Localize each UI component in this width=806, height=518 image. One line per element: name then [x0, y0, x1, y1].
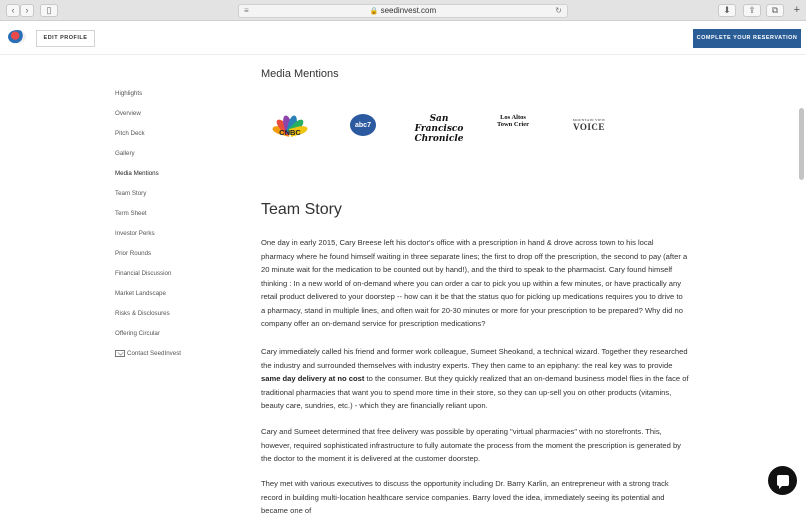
complete-reservation-button[interactable]: COMPLETE YOUR RESERVATION — [693, 29, 801, 48]
sidebar-icon[interactable]: ▯ — [40, 4, 58, 17]
media-logos — [268, 108, 608, 144]
story-paragraph-3: Cary and Sumeet determined that free delivery was possible by operating "virtual pharmacies" with no storefronts. This, however, required sophisticated infrastructure to fully automate the process from the moment the prescription is generated by the doctor to the moment it is delivered at the customer doorstep. — [261, 427, 681, 463]
media-mentions-title: Media Mentions — [261, 68, 339, 80]
sidebar-item-term-sheet[interactable]: Term Sheet — [115, 210, 147, 217]
address-bar[interactable] — [238, 4, 568, 18]
sidebar-item-pitch-deck[interactable]: Pitch Deck — [115, 130, 145, 137]
chevron-left-icon[interactable]: ‹ — [6, 4, 20, 17]
sidebar-item-financial-discussion[interactable]: Financial Discussion — [115, 270, 172, 277]
company-logo[interactable] — [8, 30, 26, 44]
mail-icon — [115, 350, 125, 357]
contact-seedinvest-link[interactable] — [115, 350, 181, 357]
same-day-delivery-emphasis: same day delivery at no cost — [261, 374, 365, 383]
sidebar-item-overview[interactable]: Overview — [115, 110, 141, 117]
cnbc-logo — [270, 108, 310, 140]
sidebar-item-market-landscape[interactable]: Market Landscape — [115, 290, 166, 297]
site-header — [0, 21, 806, 55]
share-icon[interactable]: ⇪ — [743, 4, 761, 17]
tabs-icon[interactable]: ⧉ — [766, 4, 784, 17]
story-paragraph-2: Cary immediately called his friend and former work colleague, Sumeet Sheokand, a technical wizard. Together they researched the industry and surrounded themselves with industry experts. They then came to an epiphany: the real key was to provide same day delivery at no cost to the consumer. But they quickly realized that an on-demand business model flies in the face of traditional pharmacies that want you to spend more time in their store, so they can up-sell you on other products (vitamins, beauty care, sundries, etc.) - which they are financially reliant upon. — [261, 347, 689, 410]
cnbc-logo-text: CNBC — [279, 128, 301, 137]
story-paragraph-1: One day in early 2015, Cary Breese left his doctor's office with a prescription in hand & drove across town to his local pharmacy where he found himself waiting in three separate lines; the first to drop off the prescription, the second to pay (after a 20 minute wait for the medication to be counted out by hand!), and the third to speak to the pharmacist. Cary found himself thinking : In a new world of on-demand where you can order a car to pick you up within a few minutes, or have practically any retail product delivered to your doorstep -- how can it be that the status quo for picking up medications requires you to drive to a pharmacy, stand in multiple lines, and often wait for 20-30 minutes or more for your prescription to be prepared? Why did no company offer an on-demand service for prescription medications? — [261, 238, 688, 328]
sidebar-item-media-mentions[interactable]: Media Mentions — [115, 170, 159, 177]
sidebar-item-highlights[interactable]: Highlights — [115, 90, 143, 97]
contact-label: Contact SeedInvest — [127, 350, 182, 357]
story-paragraph-4: They met with various executives to discuss the opportunity including Dr. Barry Karlin, an entrepreneur with a strong track record in building multi-location healthcare service companies. Barry loved the idea, immediately seeing its potential and became one of — [261, 479, 669, 515]
reader-menu-icon[interactable]: ≡ — [244, 6, 249, 15]
plus-icon[interactable]: + — [793, 4, 800, 16]
sidebar-item-investor-perks[interactable]: Investor Perks — [115, 230, 155, 237]
chat-icon — [777, 475, 789, 486]
mountain-view-voice-logo: MOUNTAIN VIEW VOICE — [572, 118, 606, 132]
sidebar-item-prior-rounds[interactable]: Prior Rounds — [115, 250, 152, 257]
sidebar-item-gallery[interactable]: Gallery — [115, 150, 135, 157]
sidebar-item-team-story[interactable]: Team Story — [115, 190, 147, 197]
url-text: seedinvest.com — [380, 6, 437, 15]
chat-button[interactable] — [768, 466, 797, 495]
los-altos-town-crier-logo: Los Altos Town Crier — [496, 114, 530, 128]
sf-chronicle-logo: San Francisco Chronicle — [414, 114, 464, 144]
scrollbar-thumb[interactable] — [799, 108, 804, 180]
download-icon[interactable]: ⬇ — [718, 4, 736, 17]
browser-toolbar — [0, 0, 806, 21]
team-story-title: Team Story — [261, 201, 342, 218]
edit-profile-button[interactable]: EDIT PROFILE — [36, 30, 95, 47]
sidebar-item-offering-circular[interactable]: Offering Circular — [115, 330, 160, 337]
reload-icon[interactable]: ↻ — [555, 6, 562, 15]
lock-icon: 🔒 — [369, 8, 379, 15]
sidebar-item-risks-disclosures[interactable]: Risks & Disclosures — [115, 310, 170, 317]
abc7-logo: abc7 — [350, 114, 376, 136]
chevron-right-icon[interactable]: › — [20, 4, 34, 17]
